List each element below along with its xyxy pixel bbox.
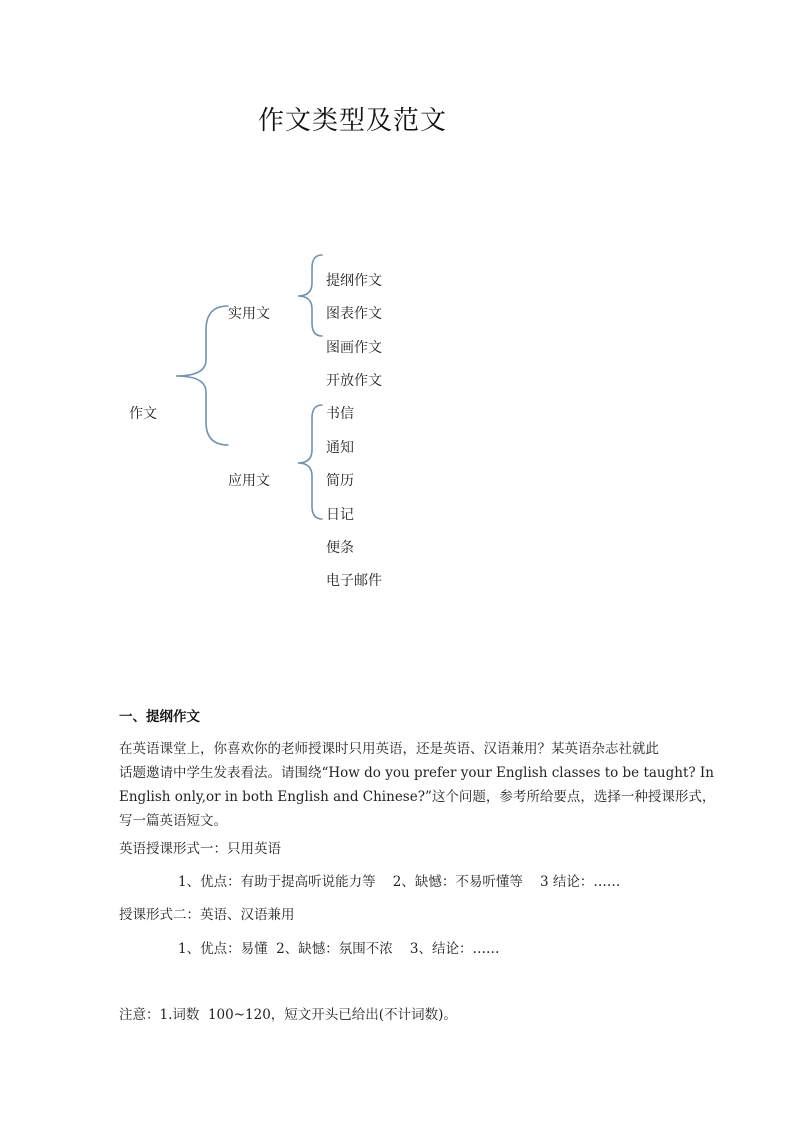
tree-item: 提纲作文 (326, 273, 382, 289)
tree-item: 通知 (326, 440, 354, 456)
prompt-line: 在英语课堂上，你喜欢你的老师授课时只用英语，还是英语、汉语兼用？某英语杂志社就此 (119, 741, 659, 757)
root-brace (176, 306, 228, 445)
section-heading: 一、提纲作文 (119, 709, 200, 725)
branch-label-applied: 应用文 (228, 473, 270, 489)
tree-item: 图表作文 (326, 306, 382, 322)
tree-item: 便条 (326, 540, 354, 556)
prompt-paragraph (119, 737, 716, 833)
form1-points: 1、优点：有助于提高听说能力等 2、缺憾：不易听懂等 3 结论：…… (178, 874, 621, 890)
tree-root-label: 作文 (129, 406, 157, 422)
tree-item: 图画作文 (326, 340, 382, 356)
note-text: 注意：1.词数 100~120，短文开头已给出(不计词数)。 (119, 1007, 457, 1023)
practical-brace (298, 255, 322, 336)
branch-label-practical: 实用文 (228, 306, 270, 322)
tree-item: 开放作文 (326, 373, 382, 389)
prompt-line: 写一篇英语短文。 (119, 813, 227, 829)
form2-title: 授课形式二：英语、汉语兼用 (119, 907, 295, 923)
form2-points: 1、优点：易懂 2、缺憾：氛围不浓 3、结论：…… (178, 941, 500, 957)
tree-item: 日记 (326, 507, 354, 523)
page-title: 作文类型及范文 (258, 106, 448, 136)
prompt-line: English only,or in both English and Chinese?”这个问题，参考所给要点，选择一种授课形式， (119, 789, 716, 805)
form1-title: 英语授课形式一：只用英语 (119, 841, 281, 857)
applied-brace (298, 405, 322, 519)
prompt-line: 话题邀请中学生发表看法。请围绕“How do you prefer your English classes to be taught? In (119, 765, 714, 781)
tree-item: 简历 (326, 473, 354, 489)
tree-item: 电子邮件 (326, 573, 382, 589)
tree-item: 书信 (326, 406, 354, 422)
